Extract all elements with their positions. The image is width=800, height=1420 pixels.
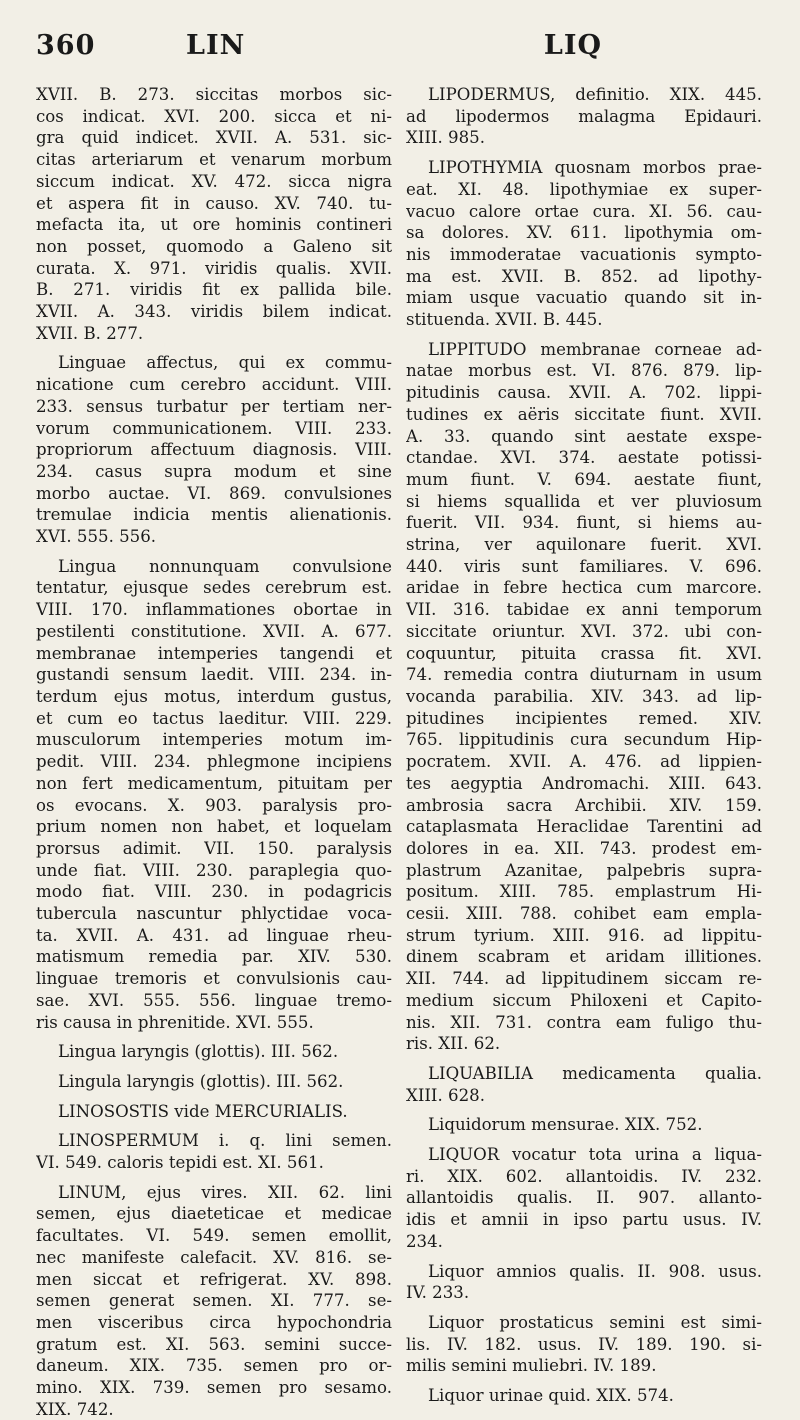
text-line: LIQUABILIA medicamenta qualia.: [428, 1063, 762, 1083]
text-line: semen generat semen. XI. 777. se-: [36, 1291, 392, 1311]
text-line: semen, ejus diaeteticae et medicae: [36, 1204, 392, 1224]
text-line: cesii. XIII. 788. cohibet eam empla-: [406, 904, 762, 924]
index-entry: [406, 1385, 762, 1407]
text-line: 233. sensus turbatur per tertiam ner-: [36, 396, 392, 416]
index-entry: [36, 1182, 392, 1420]
text-line: XVII. B. 273. siccitas morbos sic-: [36, 85, 392, 104]
right-heading: LIQ: [543, 30, 602, 61]
text-line: 765. lippitudinis cura secundum Hip-: [406, 730, 762, 750]
text-line: LINOSPERMUM i. q. lini semen.: [58, 1131, 392, 1151]
index-columns: [36, 84, 762, 1420]
text-line: sa dolores. XV. 611. lipothymia om-: [406, 223, 762, 243]
text-line: medium siccum Philoxeni et Capito-: [406, 990, 762, 1010]
index-entry: [406, 84, 762, 149]
text-line: unde fiat. VIII. 230. paraplegia quo-: [36, 860, 392, 880]
text-line: milis semini muliebri. IV. 189.: [406, 1356, 657, 1376]
text-line: pitudines incipientes remed. XIV.: [406, 708, 762, 728]
text-line: gustandi sensum laedit. VIII. 234. in-: [36, 665, 392, 685]
text-line: ma est. XVII. B. 852. ad lipothy-: [406, 266, 762, 286]
text-line: citas arteriarum et venarum morbum: [36, 150, 392, 170]
text-line: linguae tremoris et convulsionis cau-: [36, 969, 392, 989]
text-line: sae. XVI. 555. 556. linguae tremo-: [36, 990, 392, 1010]
text-line: nicatione cum cerebro accidunt. VIII.: [36, 375, 392, 395]
text-line: pitudinis causa. XVII. A. 702. lippi-: [406, 383, 762, 403]
index-entry: [406, 1312, 762, 1377]
text-line: vocanda parabilia. XIV. 343. ad lip-: [406, 686, 762, 706]
page-number: 360: [36, 30, 96, 61]
text-line: siccum indicat. XV. 472. sicca nigra: [36, 171, 392, 191]
text-line: dinem scabram et aridam illitiones.: [406, 947, 762, 967]
text-line: aridae in febre hectica cum marcore.: [406, 578, 762, 598]
index-entry: [406, 1063, 762, 1106]
text-line: gra quid indicet. XVII. A. 531. sic-: [36, 128, 392, 148]
text-line: mum fiunt. V. 694. aestate fiunt,: [406, 469, 762, 489]
text-line: A. 33. quando sint aestate exspe-: [406, 426, 762, 446]
text-line: coquuntur, pituita crassa fit. XVI.: [406, 643, 762, 663]
index-entry: [406, 1144, 762, 1253]
text-line: Liquidorum mensurae. XIX. 752.: [428, 1115, 703, 1135]
text-line: XIII. 985.: [406, 128, 485, 148]
text-line: men siccat et refrigerat. XV. 898.: [36, 1269, 392, 1289]
text-line: ctandae. XVI. 374. aestate potissi-: [406, 448, 762, 468]
text-line: mefacta ita, ut ore hominis contineri: [36, 215, 392, 235]
text-line: positum. XIII. 785. emplastrum Hi-: [406, 882, 762, 902]
text-line: allantoidis qualis. II. 907. allanto-: [406, 1188, 762, 1208]
text-line: 234. casus supra modum et sine: [36, 461, 392, 481]
index-entry: [406, 1261, 762, 1304]
text-line: ri. XIX. 602. allantoidis. IV. 232.: [406, 1166, 762, 1186]
left-column: [36, 84, 392, 1420]
text-line: LIPPITUDO membranae corneae ad-: [428, 339, 762, 359]
text-line: LINUM, ejus vires. XII. 62. lini: [58, 1182, 392, 1202]
text-line: prium nomen non habet, et loquelam: [36, 817, 392, 837]
text-line: miam usque vacuatio quando sit in-: [406, 288, 762, 308]
text-line: XII. 744. ad lippitudinem siccam re-: [406, 969, 762, 989]
text-line: curata. X. 971. viridis qualis. XVII.: [36, 258, 392, 278]
text-line: propriorum affectuum diagnosis. VIII.: [36, 440, 392, 460]
text-line: ad lipodermos malagma Epidauri.: [406, 106, 762, 126]
running-header: [36, 30, 762, 84]
text-line: tentatur, ejusque sedes cerebrum est.: [36, 578, 392, 598]
text-line: LIPOTHYMIA quosnam morbos prae-: [428, 158, 762, 178]
text-line: terdum ejus motus, interdum gustus,: [36, 686, 392, 706]
left-heading: LIN: [186, 30, 246, 61]
text-line: 440. viris sunt familiares. V. 696.: [406, 556, 762, 576]
text-line: men visceribus circa hypochondria: [36, 1312, 392, 1332]
text-line: ris causa in phrenitide. XVI. 555.: [36, 1012, 314, 1032]
text-line: XVI. 555. 556.: [36, 527, 157, 547]
index-entry: [406, 1114, 762, 1136]
index-entry: [36, 84, 392, 344]
text-line: tremulae indicia mentis alienationis.: [36, 505, 392, 525]
text-line: VIII. 170. inflammationes obortae in: [36, 600, 392, 620]
text-line: musculorum intemperies motum im-: [36, 730, 392, 750]
text-line: cos indicat. XVI. 200. sicca et ni-: [36, 106, 392, 126]
index-entry: [406, 339, 762, 1055]
index-entry: [36, 1041, 392, 1063]
text-line: Linguae affectus, qui ex commu-: [58, 353, 392, 373]
text-line: cataplasmata Heraclidae Tarentini ad: [406, 817, 762, 837]
text-line: XIII. 628.: [406, 1085, 485, 1105]
text-line: siccitate oriuntur. XVI. 372. ubi con-: [406, 621, 762, 641]
text-line: Liquor urinae quid. XIX. 574.: [428, 1386, 674, 1406]
text-line: facultates. VI. 549. semen emollit,: [36, 1226, 392, 1246]
text-line: VII. 316. tabidae ex anni temporum: [406, 600, 762, 620]
text-line: dolores in ea. XII. 743. prodest em-: [406, 838, 762, 858]
text-line: si hiems squallida et ver pluviosum: [406, 491, 762, 511]
index-entry: [36, 1130, 392, 1173]
text-line: XVII. A. 343. viridis bilem indicat.: [36, 302, 392, 322]
text-line: LIQUOR vocatur tota urina a liqua-: [428, 1145, 762, 1165]
text-line: modo fiat. VIII. 230. in podagricis: [36, 882, 392, 902]
text-line: IV. 233.: [406, 1283, 470, 1303]
text-line: Lingua nonnunquam convulsione: [58, 556, 392, 576]
text-line: Liquor amnios qualis. II. 908. usus.: [428, 1261, 762, 1281]
text-line: natae morbus est. VI. 876. 879. lip-: [406, 361, 762, 381]
text-line: et cum eo tactus laeditur. VIII. 229.: [36, 708, 392, 728]
text-line: pestilenti constitutione. XVII. A. 677.: [36, 621, 392, 641]
text-line: tudines ex aëris siccitate fiunt. XVII.: [406, 404, 762, 424]
index-entry: [406, 157, 762, 331]
text-line: mino. XIX. 739. semen pro sesamo.: [36, 1378, 392, 1398]
text-line: idis et amnii in ipso partu usus. IV.: [406, 1210, 762, 1230]
text-line: fuerit. VII. 934. fiunt, si hiems au-: [406, 513, 762, 533]
text-line: eat. XI. 48. lipothymiae ex super-: [406, 179, 762, 199]
text-line: XIX. 742.: [36, 1399, 114, 1419]
text-line: 234.: [406, 1231, 443, 1251]
text-line: XVII. B. 277.: [36, 323, 144, 343]
text-line: Liquor prostaticus semini est simi-: [428, 1312, 762, 1332]
text-line: pedit. VIII. 234. phlegmone incipiens: [36, 752, 392, 772]
index-entry: [36, 556, 392, 1033]
text-line: vorum communicationem. VIII. 233.: [36, 418, 392, 438]
text-line: Lingula laryngis (glottis). III. 562.: [58, 1071, 344, 1091]
index-entry: [36, 1071, 392, 1093]
text-line: LIPODERMUS, definitio. XIX. 445.: [428, 85, 762, 104]
text-line: pocratem. XVII. A. 476. ad lippien-: [406, 752, 762, 772]
text-line: strina, ver aquilonare fuerit. XVI.: [406, 535, 762, 555]
text-line: membranae intemperies tangendi et: [36, 643, 392, 663]
text-line: nis. XII. 731. contra eam fuligo thu-: [406, 1012, 762, 1032]
text-line: strum tyrium. XIII. 916. ad lippitu-: [406, 925, 762, 945]
text-line: ambrosia sacra Archibii. XIV. 159.: [406, 795, 762, 815]
right-column: [406, 84, 762, 1420]
text-line: morbo auctae. VI. 869. convulsiones: [36, 483, 392, 503]
text-line: Lingua laryngis (glottis). III. 562.: [58, 1042, 339, 1062]
text-line: nis immoderatae vacuationis sympto-: [406, 244, 762, 264]
text-line: ta. XVII. A. 431. ad linguae rheu-: [36, 925, 392, 945]
text-line: gratum est. XI. 563. semini succe-: [36, 1334, 392, 1354]
text-line: et aspera fit in causo. XV. 740. tu-: [36, 193, 392, 213]
index-entry: [36, 352, 392, 547]
text-line: matismum remedia par. XIV. 530.: [36, 947, 392, 967]
text-line: ris. XII. 62.: [406, 1034, 501, 1054]
text-line: vacuo calore ortae cura. XI. 56. cau-: [406, 201, 762, 221]
text-line: 74. remedia contra diuturnam in usum: [406, 665, 762, 685]
text-line: non posset, quomodo a Galeno sit: [36, 236, 392, 256]
text-line: non fert medicamentum, pituitam per: [36, 773, 392, 793]
text-line: tes aegyptia Andromachi. XIII. 643.: [406, 773, 762, 793]
text-line: plastrum Azanitae, palpebris supra-: [406, 860, 762, 880]
text-line: VI. 549. caloris tepidi est. XI. 561.: [36, 1153, 324, 1173]
text-line: tubercula nascuntur phlyctidae voca-: [36, 904, 392, 924]
text-line: stituenda. XVII. B. 445.: [406, 310, 603, 330]
text-line: LINOSOSTIS vide MERCURIALIS.: [58, 1101, 348, 1121]
text-line: daneum. XIX. 735. semen pro or-: [36, 1356, 392, 1376]
text-line: nec manifeste calefacit. XV. 816. se-: [36, 1247, 392, 1267]
text-line: lis. IV. 182. usus. IV. 189. 190. si-: [406, 1334, 762, 1354]
text-line: os evocans. X. 903. paralysis pro-: [36, 795, 392, 815]
text-line: prorsus adimit. VII. 150. paralysis: [36, 838, 392, 858]
text-line: B. 271. viridis fit ex pallida bile.: [36, 280, 392, 300]
index-entry: [36, 1101, 392, 1123]
